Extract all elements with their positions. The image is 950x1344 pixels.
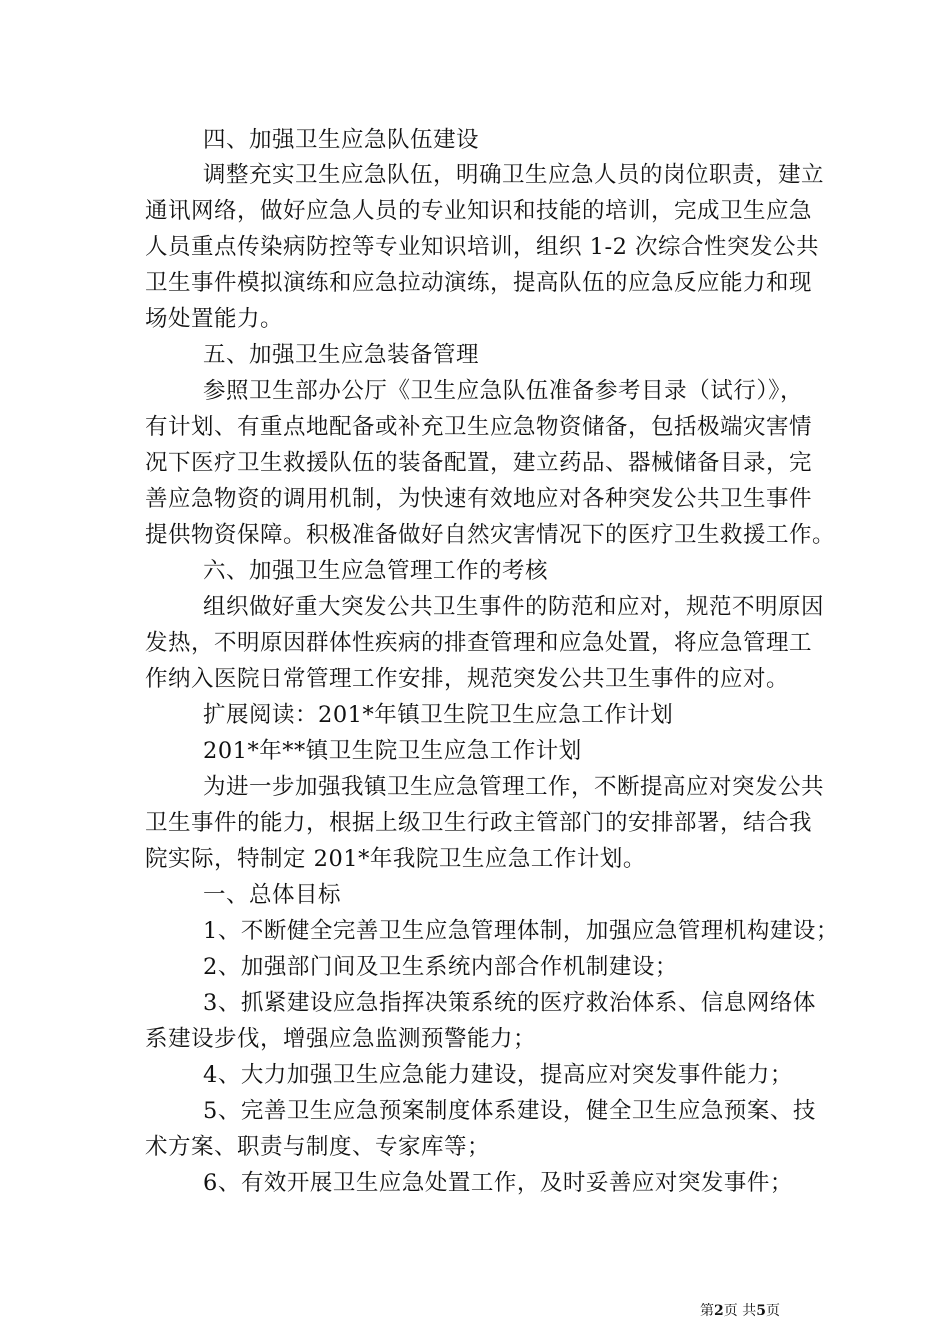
total-pages-number: 5 <box>756 1303 766 1319</box>
list-item: 2、加强部门间及卫生系统内部合作机制建设； <box>203 954 678 980</box>
extended-reading-line: 扩展阅读：201*年镇卫生院卫生应急工作计划 <box>203 702 674 728</box>
paragraph-line: 通讯网络，做好应急人员的专业知识和技能的培训，完成卫生应急 <box>145 198 813 224</box>
list-item: 1、不断健全完善卫生应急管理体制，加强应急管理机构建设； <box>203 918 839 944</box>
plan-title: 201*年**镇卫生院卫生应急工作计划 <box>203 738 582 764</box>
list-item: 3、抓紧建设应急指挥决策系统的医疗救治体系、信息网络体 <box>203 990 816 1016</box>
paragraph-line: 为进一步加强我镇卫生应急管理工作，不断提高应对突发公共 <box>203 774 825 800</box>
list-item: 6、有效开展卫生应急处置工作，及时妥善应对突发事件； <box>203 1170 793 1196</box>
paragraph-line: 场处置能力。 <box>145 306 284 332</box>
footer-prefix: 第 <box>700 1303 714 1319</box>
paragraph-line: 提供物资保障。积极准备做好自然灾害情况下的医疗卫生救援工作。 <box>145 522 836 548</box>
paragraph-line: 发热，不明原因群体性疾病的排查管理和应急处置，将应急管理工 <box>145 630 813 656</box>
current-page-number: 2 <box>714 1303 724 1319</box>
list-item: 5、完善卫生应急预案制度体系建设，健全卫生应急预案、技 <box>203 1098 816 1124</box>
paragraph-line: 调整充实卫生应急队伍，明确卫生应急人员的岗位职责，建立 <box>203 162 825 188</box>
paragraph-line: 组织做好重大突发公共卫生事件的防范和应对，规范不明原因 <box>203 594 825 620</box>
section-heading-4: 四、加强卫生应急队伍建设 <box>203 127 480 153</box>
section-heading-6: 六、加强卫生应急管理工作的考核 <box>203 558 549 584</box>
paragraph-line: 有计划、有重点地配备或补充卫生应急物资储备，包括极端灾害情 <box>145 414 813 440</box>
paragraph-line: 参照卫生部办公厅《卫生应急队伍准备参考目录（试行）》， <box>203 378 803 404</box>
paragraph-line: 善应急物资的调用机制，为快速有效地应对各种突发公共卫生事件 <box>145 486 813 512</box>
footer-suffix: 页 <box>765 1303 780 1319</box>
paragraph-line: 况下医疗卫生救援队伍的装备配置，建立药品、器械储备目录，完 <box>145 450 813 476</box>
paragraph-line: 卫生事件的能力，根据上级卫生行政主管部门的安排部署，结合我 <box>145 810 813 836</box>
paragraph-line: 卫生事件模拟演练和应急拉动演练，提高队伍的应急反应能力和现 <box>145 270 813 296</box>
paragraph-line: 院实际，特制定 201*年我院卫生应急工作计划。 <box>145 846 646 872</box>
list-item: 4、大力加强卫生应急能力建设，提高应对突发事件能力； <box>203 1062 793 1088</box>
paragraph-line: 作纳入医院日常管理工作安排，规范突发公共卫生事件的应对。 <box>145 666 790 692</box>
list-item-continuation: 术方案、职责与制度、专家库等； <box>145 1134 491 1160</box>
paragraph-line: 人员重点传染病防控等专业知识培训，组织 1-2 次综合性突发公共 <box>145 234 820 260</box>
page-number-footer <box>700 1302 780 1320</box>
section-heading-1: 一、总体目标 <box>203 882 342 908</box>
section-heading-5: 五、加强卫生应急装备管理 <box>203 342 480 368</box>
footer-middle: 页 共 <box>723 1303 757 1319</box>
list-item-continuation: 系建设步伐，增强应急监测预警能力； <box>145 1026 537 1052</box>
